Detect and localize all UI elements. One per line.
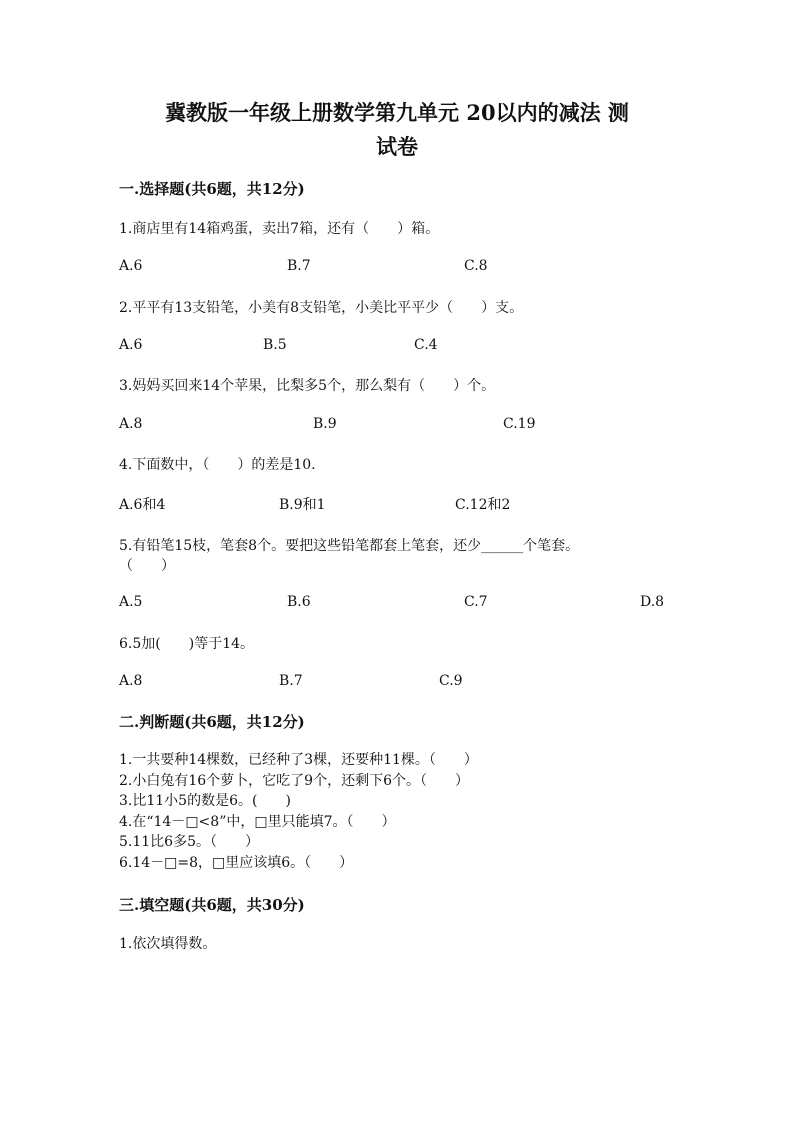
section-heading-fill-blank: 三.填空题(共6题，共30分) [119, 896, 305, 914]
title-line-2: 试卷 [376, 134, 418, 159]
judgement-item: 1.一共要种14棵数，已经种了3棵，还要种11棵。（ ） [119, 752, 478, 768]
judgement-item: 6.14－□=8，□里应该填6。（ ） [119, 855, 354, 871]
question-text: 1.依次填得数。 [119, 936, 217, 952]
option-d: D.8 [640, 594, 665, 610]
judgement-item: 2.小白兔有16个萝卜，它吃了9个，还剩下6个。（ ） [119, 773, 469, 789]
section-heading-true-false: 二.判断题(共6题，共12分) [119, 713, 305, 731]
option-a: A.8 [119, 416, 143, 432]
option-c: C.8 [464, 258, 488, 274]
question-text: 6.5加( )等于14。 [119, 636, 255, 652]
section-heading-choice: 一.选择题(共6题，共12分) [119, 180, 305, 198]
judgement-item: 4.在“14－□<8”中，□里只能填7。（ ） [119, 814, 396, 830]
option-a: A.6和4 [119, 497, 166, 513]
option-b: B.9 [313, 416, 337, 432]
option-b: B.7 [287, 258, 311, 274]
option-c: C.19 [503, 416, 536, 432]
option-b: B.9和1 [279, 497, 326, 513]
option-c: C.9 [439, 673, 463, 689]
question-text: 1.商店里有14箱鸡蛋，卖出7箱，还有（ ）箱。 [119, 221, 440, 237]
question-answer-blank: （ ） [119, 558, 175, 574]
title-line-1: 冀教版一年级上册数学第九单元 20以内的减法 测 [165, 100, 629, 125]
option-c: C.4 [414, 337, 438, 353]
judgement-item: 3.比11小5的数是6。( ) [119, 793, 291, 809]
option-a: A.6 [119, 258, 143, 274]
option-a: A.6 [119, 337, 143, 353]
option-a: A.5 [119, 594, 143, 610]
option-b: B.6 [287, 594, 311, 610]
option-c: C.12和2 [455, 497, 511, 513]
option-b: B.5 [263, 337, 287, 353]
question-text: 3.妈妈买回来14个苹果，比梨多5个，那么梨有（ ）个。 [119, 378, 496, 394]
exam-title [80, 96, 714, 164]
judgement-item: 5.11比6多5。（ ） [119, 834, 259, 850]
option-a: A.8 [119, 673, 143, 689]
option-c: C.7 [464, 594, 488, 610]
option-b: B.7 [279, 673, 303, 689]
question-text: 4.下面数中，（ ）的差是10. [119, 457, 316, 473]
question-text: 2.平平有13支铅笔，小美有8支铅笔，小美比平平少（ ）支。 [119, 300, 524, 316]
question-text: 5.有铅笔15枝，笔套8个。要把这些铅笔都套上笔套，还少______个笔套。 [119, 538, 580, 554]
